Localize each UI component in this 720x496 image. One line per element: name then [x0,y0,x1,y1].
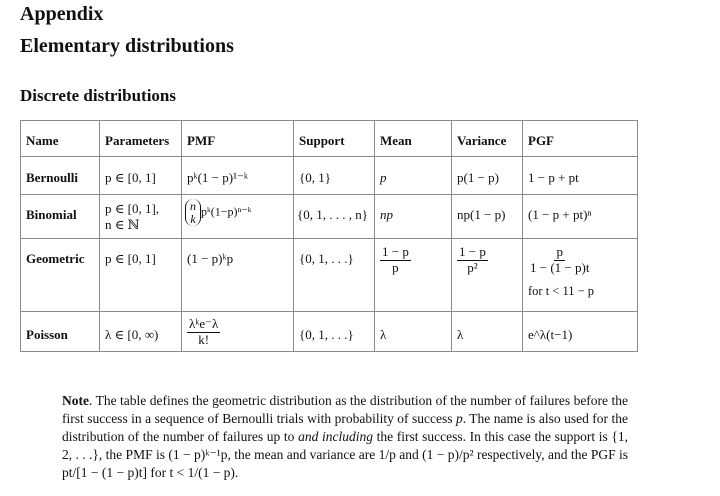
cell-parameters [100,195,182,239]
cell-variance: np(1 − p) [452,195,523,239]
table-header-row [21,121,638,157]
header-support: Support [294,121,375,157]
pmf-fraction: $\frac{\text{λᵏe⁻λ}}{k!}$ [189,316,219,347]
pgf-condition: for t < 11 − p [528,283,595,298]
cell-variance: λ [452,312,523,352]
cell-support: {0, 1, . . . , n} [294,195,375,239]
cell-mean [375,239,452,312]
note-text: . The name is also used for the distribution of the number of failures up to [62,411,628,444]
header-name: Name [21,121,100,157]
binomial-coefficient: n k [185,199,201,226]
subsection-heading: Discrete distributions [20,86,176,105]
cell-name: Bernoulli [21,157,100,195]
cell-pmf [182,312,294,352]
cell-name: Geometric [21,239,100,312]
header-mean: Mean [375,121,452,157]
cell-pmf: (1 − p)ᵏp [182,239,294,312]
note-emphasis: and including [298,429,373,444]
header-pgf: PGF [523,121,638,157]
cell-mean: p [375,157,452,195]
cell-parameters: λ ∈ [0, ∞) [100,312,182,352]
note-label: Note [62,393,89,408]
table-row [21,239,638,312]
cell-name: Binomial [21,195,100,239]
cell-support: {0, 1} [294,157,375,195]
cell-pmf: pᵏ(1 − p)¹⁻ᵏ [182,157,294,195]
cell-variance: p(1 − p) [452,157,523,195]
parameter-line: n ∈ ℕ [105,217,140,232]
table-row [21,157,638,195]
cell-pgf: (1 − p + pt)ⁿ [523,195,638,239]
cell-parameters: p ∈ [0, 1] [100,239,182,312]
distributions-table [20,120,638,352]
appendix-heading: Appendix [20,3,104,25]
cell-pgf [523,239,638,312]
header-variance: Variance [452,121,523,157]
cell-mean: np [375,195,452,239]
table-row [21,195,638,239]
cell-variance [452,239,523,312]
cell-name: Poisson [21,312,100,352]
cell-parameters: p ∈ [0, 1] [100,157,182,195]
note-paragraph [62,392,628,482]
cell-pmf: n k pᵏ(1−p)ⁿ⁻ᵏ [182,195,294,239]
table-row [21,312,638,352]
section-heading: Elementary distributions [20,35,234,57]
header-parameters: Parameters [100,121,182,157]
parameter-line: p ∈ [0, 1], [105,201,160,216]
variance-fraction: $\frac{1 - p}{\text{p²}}$ [459,244,486,275]
pgf-fraction: $\frac{p}{1 - (1 - p)t}$ [530,244,590,275]
note-text: the first success. In this case the support is {1, 2, . . .}, the PMF is (1 − p)ᵏ⁻¹p, the mean and variance are 1/p and (1 − p)/p² respectively, and the PGF is pt/[1 − (1 − p)t] for t < 1/(1 − p). [62,429,629,480]
cell-support: {0, 1, . . .} [294,239,375,312]
note-variable: p [455,411,463,426]
cell-mean: λ [375,312,452,352]
cell-pgf: 1 − p + pt [523,157,638,195]
cell-support: {0, 1, . . .} [294,312,375,352]
note-text: . The table defines the geometric distribution as the distribution of the number of failures before the first success in a sequence of Bernoulli trials with probability of success [62,393,628,426]
cell-pgf: e^λ(t−1) [523,312,638,352]
header-pmf: PMF [182,121,294,157]
mean-fraction: $\frac{1 - p}{p}$ [382,244,409,275]
